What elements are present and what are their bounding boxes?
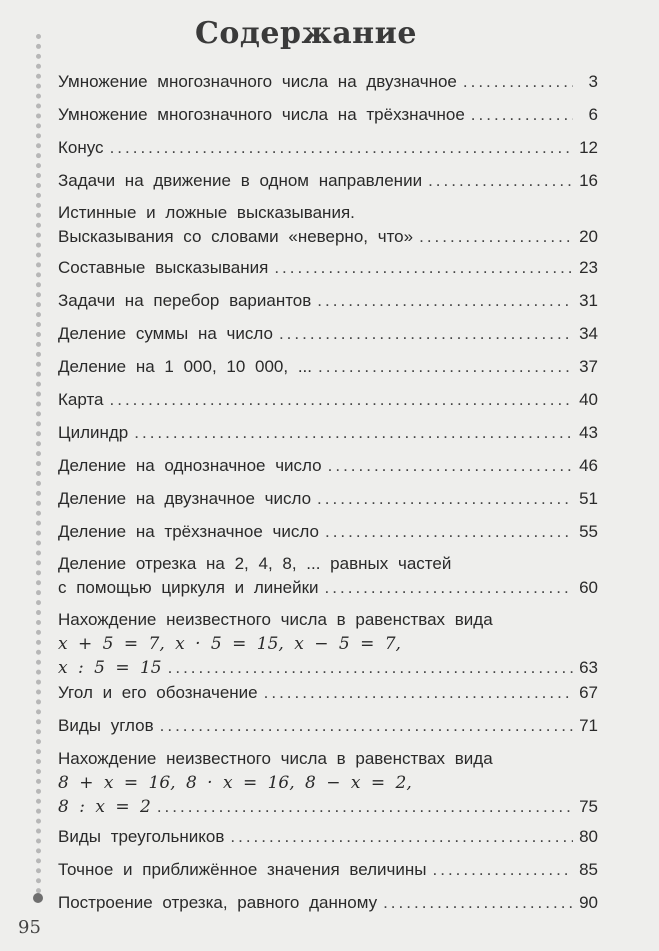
toc-entry-page: 60 <box>579 578 598 597</box>
dot-leader <box>325 576 573 600</box>
toc-entry-title: Угол и его обозначение <box>58 683 258 702</box>
dot-leader <box>318 355 573 379</box>
dot-leader <box>471 103 573 127</box>
toc-entry[interactable] <box>58 891 598 915</box>
toc-entry-title: Задачи на перебор вариантов <box>58 291 312 310</box>
toc-entry-formula: x : 5 = 15 <box>58 658 162 678</box>
toc-entry-formula: 8 : x = 2 <box>58 797 151 817</box>
dot-leader <box>383 891 573 915</box>
toc-entry[interactable] <box>58 681 598 705</box>
toc-entry[interactable] <box>58 70 598 94</box>
toc-entry-page: 85 <box>579 860 598 879</box>
toc-entry[interactable] <box>58 256 598 280</box>
toc-entry-formula-line: x + 5 = 7, x · 5 = 15, x − 5 = 7, <box>58 634 401 654</box>
toc-entry-page: 63 <box>579 658 598 677</box>
dot-leader <box>317 289 573 313</box>
dot-leader <box>157 795 573 819</box>
toc-entry-title: Конус <box>58 138 104 157</box>
toc-entry-title: Деление на трёхзначное число <box>58 522 319 541</box>
dot-leader <box>325 520 573 544</box>
dot-leader <box>168 656 573 680</box>
toc-entry-title: Умножение многозначного числа на трёхзначное <box>58 105 465 124</box>
toc-entry-title: Деление на однозначное число <box>58 456 322 475</box>
toc-entry-page: 12 <box>579 138 598 157</box>
toc-entry-page: 71 <box>579 716 598 735</box>
toc-entry-page: 80 <box>579 827 598 846</box>
toc-entry-title: Деление суммы на число <box>58 324 273 343</box>
toc-entry-page: 6 <box>588 105 598 124</box>
toc-entry[interactable] <box>58 608 598 680</box>
toc-entry-title: Умножение многозначного числа на двузначное <box>58 72 457 91</box>
dot-leader <box>160 714 573 738</box>
dot-leader <box>134 421 573 445</box>
toc-entry-page: 31 <box>579 291 598 310</box>
toc-entry[interactable] <box>58 454 598 478</box>
toc-entry-title: Карта <box>58 390 104 409</box>
toc-entry[interactable] <box>58 714 598 738</box>
toc-entry[interactable] <box>58 421 598 445</box>
toc-entry-line: Истинные и ложные высказывания. <box>58 203 355 222</box>
toc-entry[interactable] <box>58 355 598 379</box>
dot-leader <box>110 136 573 160</box>
toc-entry[interactable] <box>58 552 598 600</box>
dot-leader <box>230 825 573 849</box>
toc-entry[interactable] <box>58 825 598 849</box>
toc-entry[interactable] <box>58 322 598 346</box>
toc-entry-title: Виды углов <box>58 716 154 735</box>
dot-leader <box>428 169 573 193</box>
toc-entry-page: 75 <box>579 797 598 816</box>
toc-entry-title: Задачи на движение в одном направлении <box>58 171 423 190</box>
toc-entry-title: Высказывания со словами «неверно, что» <box>58 227 414 246</box>
toc-entry-page: 34 <box>579 324 598 343</box>
page-title: Содержание <box>195 16 417 51</box>
dotted-margin-rule <box>36 34 41 894</box>
toc-entry-title: Деление на двузначное число <box>58 489 312 508</box>
toc-entry-page: 55 <box>579 522 598 541</box>
dot-leader <box>433 858 573 882</box>
toc-entry-line: Деление отрезка на 2, 4, 8, ... равных частей <box>58 554 452 573</box>
toc-entry-page: 46 <box>579 456 598 475</box>
toc-entry[interactable] <box>58 169 598 193</box>
toc-entry-page: 3 <box>588 72 598 91</box>
toc-entry-page: 20 <box>579 227 598 246</box>
toc-entry-title: Цилиндр <box>58 423 129 442</box>
dot-leader <box>419 225 573 249</box>
toc-entry[interactable] <box>58 136 598 160</box>
toc-entry-line: Нахождение неизвестного числа в равенствах вида <box>58 610 493 629</box>
margin-bullet <box>33 893 43 903</box>
toc-entry-formula-line: 8 + x = 16, 8 · x = 16, 8 − x = 2, <box>58 773 412 793</box>
dot-leader <box>463 70 573 94</box>
toc-entry[interactable] <box>58 747 598 819</box>
toc-entry-page: 23 <box>579 258 598 277</box>
toc-entry-title: Виды треугольников <box>58 827 225 846</box>
toc-entry-title: Составные высказывания <box>58 258 269 277</box>
toc-entry-page: 16 <box>579 171 598 190</box>
toc-entry[interactable] <box>58 103 598 127</box>
toc-entry-title: с помощью циркуля и линейки <box>58 578 319 597</box>
dot-leader <box>264 681 573 705</box>
toc-entry-page: 40 <box>579 390 598 409</box>
toc-entry-title: Точное и приближённое значения величины <box>58 860 427 879</box>
toc-entry-title: Деление на 1 000, 10 000, ... <box>58 357 313 376</box>
page-number: 95 <box>18 917 41 938</box>
dot-leader <box>317 487 573 511</box>
toc-entry-title: Построение отрезка, равного данному <box>58 893 378 912</box>
toc-entry-page: 37 <box>579 357 598 376</box>
toc-entry[interactable] <box>58 388 598 412</box>
toc-entry-line: Нахождение неизвестного числа в равенствах вида <box>58 749 493 768</box>
dot-leader <box>279 322 573 346</box>
dot-leader <box>328 454 573 478</box>
dot-leader <box>274 256 573 280</box>
toc-entry[interactable] <box>58 487 598 511</box>
toc-entry-page: 43 <box>579 423 598 442</box>
toc-entry-page: 51 <box>579 489 598 508</box>
toc-entry[interactable] <box>58 520 598 544</box>
toc-entry[interactable] <box>58 858 598 882</box>
toc-entry[interactable] <box>58 289 598 313</box>
toc-entry[interactable] <box>58 201 598 249</box>
toc-entry-page: 67 <box>579 683 598 702</box>
dot-leader <box>110 388 574 412</box>
toc-entry-page: 90 <box>579 893 598 912</box>
